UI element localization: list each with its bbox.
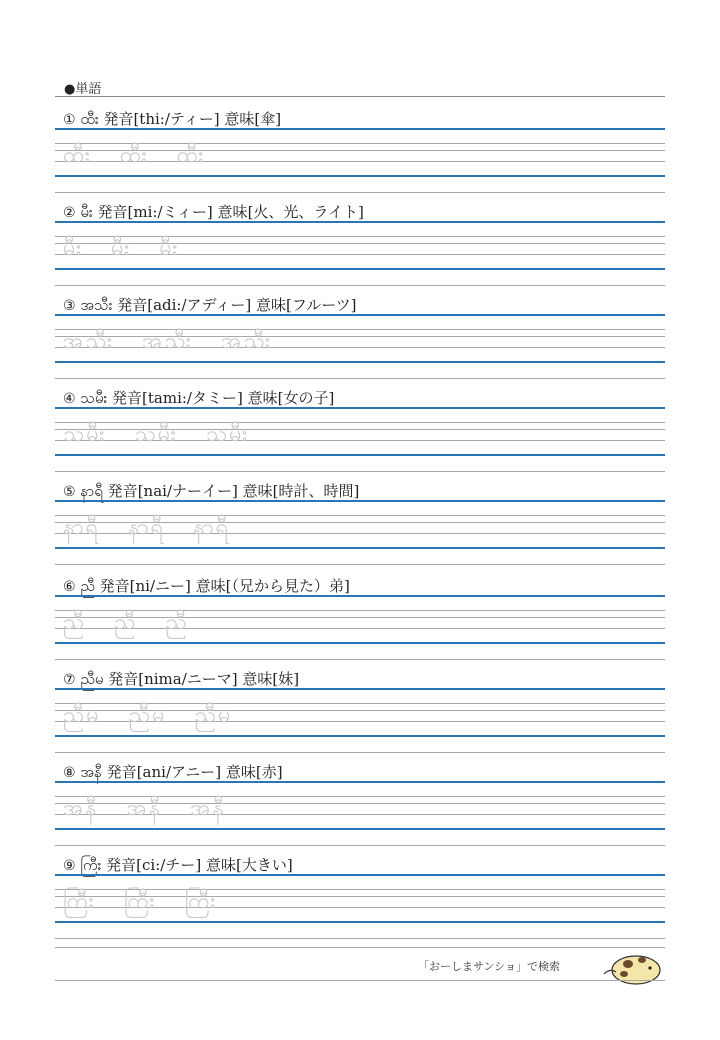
entry-word: ညီမ (80, 670, 104, 688)
rule-top (55, 221, 665, 223)
trace-word: ညီ (114, 610, 138, 635)
tracing-practice[interactable] (63, 607, 217, 640)
tracing-practice[interactable] (63, 793, 254, 826)
pronunciation: [nima/ニーマ] (138, 670, 238, 688)
tracing-practice[interactable] (63, 233, 207, 266)
pronunciation-label: 発音 (117, 296, 148, 314)
trace-word: ကြီး (123, 889, 157, 914)
entry-number: ② (63, 205, 76, 221)
trace-word: အနီ (126, 796, 163, 821)
word-entry (55, 660, 665, 754)
rule-spacer (55, 938, 665, 939)
trace-word: အနီ (190, 796, 226, 821)
entry-word: ညီ (80, 577, 95, 595)
trace-word: အသီး (63, 329, 115, 354)
trace-word: ကြီး (63, 889, 96, 914)
rule-bottom (55, 921, 665, 923)
tracing-practice[interactable] (63, 700, 261, 733)
pronunciation: [ni/ニー] (129, 577, 191, 595)
trace-word: သမီး (63, 422, 107, 447)
pronunciation: [adi:/アディー] (147, 296, 252, 314)
rule-bottom (55, 735, 665, 737)
rule-top (55, 688, 665, 690)
entry-word: အနီ (80, 763, 102, 781)
rule-spacer (55, 564, 665, 565)
meaning: [大きい] (235, 856, 293, 874)
trace-word: ညီ (165, 610, 189, 635)
entry-word: အသီး (80, 296, 113, 314)
pronunciation: [tami:/タミー] (142, 389, 243, 407)
entry-number: ④ (63, 391, 76, 407)
trace-word: သမီး (205, 422, 250, 447)
trace-word: ထီး (63, 143, 92, 168)
tracing-practice[interactable] (63, 512, 258, 545)
rule-bottom (55, 268, 665, 270)
meaning: [赤] (255, 763, 283, 781)
trace-word: ညီ (63, 610, 87, 635)
page-heading: ●単語 (64, 82, 102, 97)
pronunciation-label: 発音 (97, 203, 128, 221)
footer-rule-top (55, 947, 665, 948)
footer-rule-bottom (55, 980, 665, 981)
entry-number: ③ (63, 298, 76, 314)
meaning-label: 意味 (242, 670, 273, 688)
meaning: [フルーツ] (286, 296, 357, 314)
entry-number: ⑦ (63, 672, 76, 688)
trace-word: ထီး (176, 143, 206, 168)
word-entry (55, 379, 665, 473)
entry-word: မီး (80, 203, 93, 221)
tracing-practice[interactable] (63, 886, 245, 919)
word-entry (55, 846, 665, 940)
tracing-practice[interactable] (63, 326, 300, 359)
entry-number: ⑧ (63, 765, 76, 781)
word-entry (55, 567, 665, 661)
meaning: [傘] (254, 110, 282, 128)
rule-bottom (55, 361, 665, 363)
trace-word: အသီး (221, 329, 273, 354)
entry-word: ကြီး (80, 856, 102, 874)
meaning: [妹] (272, 670, 300, 688)
entry-number: ⑥ (63, 579, 76, 595)
meaning-label: 意味 (225, 763, 256, 781)
pronunciation-label: 発音 (107, 482, 138, 500)
tracing-practice[interactable] (63, 140, 234, 173)
rule-bottom (55, 454, 665, 456)
pronunciation-label: 発音 (106, 763, 137, 781)
rule-top (55, 781, 665, 783)
trace-word: အသီး (142, 329, 194, 354)
rule-top (55, 128, 665, 130)
entry-number: ⑨ (63, 858, 76, 874)
footer-search-text: 「おーしまサンショ」で検索 (418, 960, 560, 973)
trace-word: ညီမ (128, 703, 167, 728)
meaning-label: 意味 (247, 389, 278, 407)
heading-rule (55, 96, 665, 97)
pronunciation: [mi:/ミィー] (127, 203, 213, 221)
pronunciation: [nai/ナーイー] (137, 482, 238, 500)
rule-top (55, 500, 665, 502)
meaning: [（兄から見た）弟] (225, 577, 350, 595)
meaning-label: 意味 (205, 856, 236, 874)
meaning-label: 意味 (242, 482, 273, 500)
rule-top (55, 595, 665, 597)
pronunciation-label: 発音 (99, 577, 130, 595)
pronunciation-label: 発音 (108, 670, 139, 688)
pronunciation: [ani/アニー] (136, 763, 222, 781)
entry-number: ⑤ (63, 484, 76, 500)
tracing-practice[interactable] (63, 419, 277, 452)
word-entry (55, 286, 665, 380)
meaning: [女の子] (277, 389, 335, 407)
entry-number: ① (63, 112, 76, 128)
trace-word: နာရီ (128, 515, 166, 540)
meaning-label: 意味 (255, 296, 286, 314)
trace-word: အနီ (63, 796, 99, 821)
pronunciation: [ci:/チー] (136, 856, 202, 874)
rule-bottom (55, 828, 665, 830)
rule-top (55, 407, 665, 409)
trace-word: နာရီ (193, 515, 231, 540)
trace-word: မီး (159, 236, 180, 261)
meaning-label: 意味 (217, 203, 248, 221)
rule-top (55, 314, 665, 316)
pronunciation-label: 発音 (103, 110, 134, 128)
trace-word: မီး (111, 236, 132, 261)
rule-bottom (55, 547, 665, 549)
rule-bottom (55, 175, 665, 177)
meaning-label: 意味 (224, 110, 255, 128)
pronunciation-label: 発音 (106, 856, 137, 874)
word-entry (55, 193, 665, 287)
word-entry (55, 100, 665, 194)
rule-bottom (55, 642, 665, 644)
trace-word: ညီမ (194, 703, 233, 728)
meaning-label: 意味 (195, 577, 226, 595)
entry-word: ထီး (80, 110, 99, 128)
rule-top (55, 874, 665, 876)
trace-word: ထီး (119, 143, 149, 168)
entry-word: သမီး (80, 389, 108, 407)
pronunciation-label: 発音 (112, 389, 143, 407)
meaning: [時計、時間] (272, 482, 360, 500)
trace-word: ကြီး (184, 889, 218, 914)
meaning: [火、光、ライト] (247, 203, 364, 221)
entry-word: နာရီ (80, 482, 103, 500)
trace-word: ညီမ (63, 703, 101, 728)
trace-word: နာရီ (63, 515, 101, 540)
word-entry (55, 753, 665, 847)
trace-word: မီး (63, 236, 84, 261)
pronunciation: [thi:/ティー] (133, 110, 220, 128)
word-entry (55, 472, 665, 566)
trace-word: သမီး (134, 422, 178, 447)
